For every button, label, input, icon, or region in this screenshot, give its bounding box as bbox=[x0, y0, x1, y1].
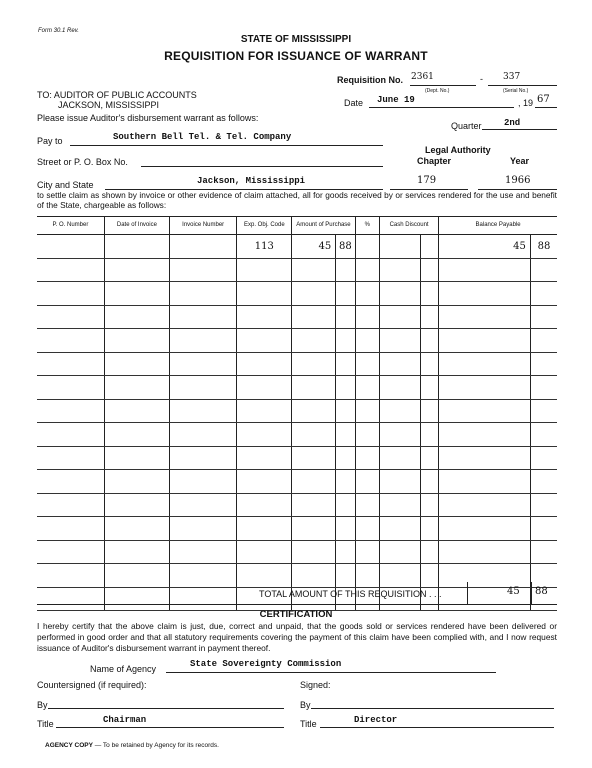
discount-cents-cell[interactable] bbox=[420, 399, 438, 423]
discount-dollars-cell[interactable] bbox=[380, 540, 421, 564]
balance-dollars-cell[interactable] bbox=[439, 470, 531, 494]
dept-no-caption: (Dept. No.) bbox=[425, 88, 450, 94]
agency-copy-note: — To be retained by Agency for its records. bbox=[94, 742, 219, 749]
balance-dollars-cell[interactable] bbox=[439, 517, 531, 541]
balance-dollars-cell[interactable] bbox=[439, 258, 531, 282]
col-header-date: Date of Invoice bbox=[104, 217, 169, 235]
amount-cents-cell[interactable] bbox=[336, 352, 355, 376]
balance-cents-cell[interactable] bbox=[530, 470, 557, 494]
date-cell[interactable] bbox=[104, 446, 169, 470]
percent-cell[interactable] bbox=[355, 446, 379, 470]
balance-cents-cell[interactable] bbox=[530, 540, 557, 564]
certification-heading: CERTIFICATION bbox=[259, 609, 333, 620]
percent-cell[interactable] bbox=[355, 258, 379, 282]
discount-dollars-cell[interactable] bbox=[380, 446, 421, 470]
invoice-cell[interactable] bbox=[170, 493, 237, 517]
amount-cents-cell[interactable] bbox=[336, 305, 355, 329]
code-cell[interactable] bbox=[237, 399, 292, 423]
invoice-cell[interactable] bbox=[170, 399, 237, 423]
agency-copy-label: AGENCY COPY bbox=[45, 742, 93, 749]
amount-dollars-cell[interactable] bbox=[292, 517, 336, 541]
discount-dollars-cell[interactable] bbox=[380, 399, 421, 423]
year-value[interactable]: 67 bbox=[537, 94, 550, 105]
form-number: Form 30.1 Rev. bbox=[38, 28, 79, 34]
invoice-cell[interactable] bbox=[170, 352, 237, 376]
discount-cents-cell[interactable] bbox=[420, 329, 438, 353]
po-cell[interactable] bbox=[37, 258, 104, 282]
amount-cents-cell[interactable] bbox=[336, 399, 355, 423]
date-cell[interactable] bbox=[104, 399, 169, 423]
table-row bbox=[37, 423, 557, 447]
col-header-balance: Balance Payable bbox=[439, 217, 557, 235]
discount-cents-cell[interactable] bbox=[420, 470, 438, 494]
balance-cents-cell[interactable] bbox=[530, 352, 557, 376]
table-row bbox=[37, 517, 557, 541]
amount-cents-cell[interactable] bbox=[336, 470, 355, 494]
percent-cell[interactable] bbox=[355, 493, 379, 517]
discount-cents-cell[interactable] bbox=[420, 235, 438, 259]
amount-cents-cell[interactable] bbox=[336, 517, 355, 541]
code-cell[interactable] bbox=[237, 446, 292, 470]
discount-dollars-cell[interactable] bbox=[380, 493, 421, 517]
balance-dollars-cell[interactable] bbox=[439, 376, 531, 400]
city-state-label: City and State bbox=[37, 180, 94, 190]
agency-copy-footer bbox=[45, 742, 219, 749]
discount-cents-cell[interactable] bbox=[420, 493, 438, 517]
balance-dollars-cell[interactable] bbox=[439, 540, 531, 564]
balance-dollars-cell[interactable] bbox=[439, 399, 531, 423]
date-cell[interactable] bbox=[104, 540, 169, 564]
street-label: Street or P. O. Box No. bbox=[37, 157, 128, 167]
date-cell[interactable] bbox=[104, 235, 169, 259]
po-cell[interactable] bbox=[37, 470, 104, 494]
amount-cents-cell[interactable] bbox=[336, 282, 355, 306]
balance-dollars-cell[interactable] bbox=[439, 329, 531, 353]
state-heading: STATE OF MISSISSIPPI bbox=[240, 34, 352, 45]
agency-name-value[interactable]: State Sovereignty Commission bbox=[190, 659, 342, 669]
table-row bbox=[37, 493, 557, 517]
date-cell[interactable] bbox=[104, 305, 169, 329]
amount-cents-cell[interactable] bbox=[336, 540, 355, 564]
percent-cell[interactable] bbox=[355, 517, 379, 541]
settle-claim-text: to settle claim as shown by invoice or other evidence of claim attached, all for goods received by or services rendered for the use and benefit of the State, chargeable as follows: bbox=[37, 190, 557, 210]
form-title: REQUISITION FOR ISSUANCE OF WARRANT bbox=[164, 49, 428, 63]
table-row bbox=[37, 329, 557, 353]
balance-cents-cell[interactable] bbox=[530, 258, 557, 282]
balance-cents-cell[interactable] bbox=[530, 305, 557, 329]
po-cell[interactable] bbox=[37, 282, 104, 306]
serial-no-caption: (Serial No.) bbox=[503, 88, 529, 94]
balance-dollars-cell[interactable] bbox=[439, 446, 531, 470]
percent-cell[interactable] bbox=[355, 305, 379, 329]
city-state-value[interactable]: Jackson, Mississippi bbox=[197, 176, 306, 186]
year-label: Year bbox=[510, 156, 530, 166]
year-prefix: 19 bbox=[523, 98, 534, 108]
code-cell[interactable] bbox=[237, 470, 292, 494]
discount-dollars-cell[interactable] bbox=[380, 258, 421, 282]
col-header-percent: % bbox=[355, 217, 379, 235]
code-cell[interactable] bbox=[237, 258, 292, 282]
discount-dollars-cell[interactable] bbox=[380, 235, 421, 259]
chapter-value[interactable]: 179 bbox=[417, 175, 437, 186]
table-row bbox=[37, 305, 557, 329]
balance-dollars-cell[interactable]: 45 bbox=[439, 235, 531, 259]
code-cell[interactable] bbox=[237, 493, 292, 517]
discount-dollars-cell[interactable] bbox=[380, 305, 421, 329]
discount-cents-cell[interactable] bbox=[420, 258, 438, 282]
po-cell[interactable] bbox=[37, 493, 104, 517]
discount-dollars-cell[interactable] bbox=[380, 423, 421, 447]
discount-cents-cell[interactable] bbox=[420, 305, 438, 329]
balance-dollars-cell[interactable] bbox=[439, 493, 531, 517]
balance-dollars-cell[interactable] bbox=[439, 352, 531, 376]
col-header-amount: Amount of Purchase bbox=[292, 217, 355, 235]
amount-dollars-cell[interactable] bbox=[292, 423, 336, 447]
percent-cell[interactable] bbox=[355, 399, 379, 423]
date-cell[interactable] bbox=[104, 329, 169, 353]
amount-cents-cell[interactable] bbox=[336, 423, 355, 447]
discount-dollars-cell[interactable] bbox=[380, 470, 421, 494]
invoice-cell[interactable] bbox=[170, 329, 237, 353]
amount-dollars-cell[interactable] bbox=[292, 399, 336, 423]
col-header-po: P. O. Number bbox=[37, 217, 104, 235]
po-cell[interactable] bbox=[37, 235, 104, 259]
discount-cents-cell[interactable] bbox=[420, 352, 438, 376]
table-row bbox=[37, 376, 557, 400]
date-cell[interactable] bbox=[104, 376, 169, 400]
instruction-text: Please issue Auditor's disbursement warrant as follows: bbox=[37, 113, 259, 123]
code-cell[interactable] bbox=[237, 540, 292, 564]
title-left-value[interactable]: Chairman bbox=[103, 715, 147, 725]
balance-cents-cell[interactable] bbox=[530, 329, 557, 353]
balance-cents-cell[interactable] bbox=[530, 376, 557, 400]
po-cell[interactable] bbox=[37, 399, 104, 423]
discount-cents-cell[interactable] bbox=[420, 446, 438, 470]
certification-text: I hereby certify that the above claim is just, due, correct and unpaid, that the goods sold or services rendered have been delivered or performed in good order and that all statutory requirements covering the payment of this claim have been complied with, and I now request issuance of Auditor's disbursement warrant in payment thereof. bbox=[37, 621, 557, 653]
title-left-label: Title bbox=[37, 719, 54, 729]
code-cell[interactable] bbox=[237, 517, 292, 541]
invoice-cell[interactable] bbox=[170, 305, 237, 329]
agency-name-label: Name of Agency bbox=[90, 664, 157, 674]
invoice-cell[interactable] bbox=[170, 258, 237, 282]
pay-to-value[interactable]: Southern Bell Tel. & Tel. Company bbox=[113, 132, 292, 142]
amount-dollars-cell[interactable] bbox=[292, 258, 336, 282]
date-cell[interactable] bbox=[104, 493, 169, 517]
discount-dollars-cell[interactable] bbox=[380, 282, 421, 306]
table-row bbox=[37, 282, 557, 306]
discount-dollars-cell[interactable] bbox=[380, 352, 421, 376]
countersigned-label: Countersigned (if required): bbox=[37, 680, 147, 690]
amount-cents-cell[interactable] bbox=[336, 446, 355, 470]
date-cell[interactable] bbox=[104, 282, 169, 306]
balance-dollars-cell[interactable] bbox=[439, 423, 531, 447]
percent-cell[interactable] bbox=[355, 235, 379, 259]
requisition-label: Requisition No. bbox=[337, 75, 403, 85]
table-row bbox=[37, 258, 557, 282]
by-right-label: By bbox=[300, 700, 311, 710]
quarter-value[interactable]: 2nd bbox=[504, 118, 521, 128]
code-cell[interactable] bbox=[237, 305, 292, 329]
col-header-code: Exp. Obj. Code bbox=[237, 217, 292, 235]
table-row bbox=[37, 446, 557, 470]
balance-dollars-cell[interactable] bbox=[439, 282, 531, 306]
requisition-serial-no[interactable]: 337 bbox=[503, 72, 521, 82]
date-label: Date bbox=[344, 98, 364, 108]
table-row bbox=[37, 352, 557, 376]
amount-cents-cell[interactable] bbox=[336, 329, 355, 353]
po-cell[interactable] bbox=[37, 305, 104, 329]
code-cell[interactable] bbox=[237, 329, 292, 353]
amount-cents-cell[interactable] bbox=[336, 493, 355, 517]
discount-cents-cell[interactable] bbox=[420, 517, 438, 541]
invoice-cell[interactable] bbox=[170, 446, 237, 470]
discount-cents-cell[interactable] bbox=[420, 540, 438, 564]
by-left-label: By bbox=[37, 700, 48, 710]
amount-dollars-cell[interactable] bbox=[292, 446, 336, 470]
code-cell[interactable] bbox=[237, 376, 292, 400]
discount-cents-cell[interactable] bbox=[420, 282, 438, 306]
amount-cents-cell[interactable] bbox=[336, 258, 355, 282]
authority-year-value[interactable]: 1966 bbox=[505, 175, 531, 186]
amount-dollars-cell[interactable] bbox=[292, 376, 336, 400]
amount-dollars-cell[interactable] bbox=[292, 540, 336, 564]
code-cell[interactable] bbox=[237, 423, 292, 447]
balance-cents-cell[interactable] bbox=[530, 399, 557, 423]
date-cell[interactable] bbox=[104, 423, 169, 447]
discount-dollars-cell[interactable] bbox=[380, 517, 421, 541]
total-row bbox=[37, 582, 557, 605]
invoice-cell[interactable] bbox=[170, 517, 237, 541]
invoice-cell[interactable] bbox=[170, 423, 237, 447]
percent-cell[interactable] bbox=[355, 376, 379, 400]
charges-table bbox=[37, 216, 557, 611]
requisition-dept-no[interactable]: 2361 bbox=[411, 72, 434, 82]
amount-dollars-cell[interactable] bbox=[292, 352, 336, 376]
to-auditor: TO: AUDITOR OF PUBLIC ACCOUNTS bbox=[37, 90, 197, 100]
discount-cents-cell[interactable] bbox=[420, 376, 438, 400]
percent-cell[interactable] bbox=[355, 282, 379, 306]
balance-cents-cell[interactable] bbox=[530, 493, 557, 517]
date-value[interactable]: June 19 bbox=[377, 95, 415, 105]
title-right-value[interactable]: Director bbox=[354, 715, 398, 725]
table-header-row bbox=[37, 217, 557, 235]
amount-cents-cell[interactable]: 88 bbox=[336, 235, 355, 259]
discount-dollars-cell[interactable] bbox=[380, 329, 421, 353]
po-cell[interactable] bbox=[37, 446, 104, 470]
invoice-cell[interactable] bbox=[170, 376, 237, 400]
total-dollars: 45 bbox=[507, 586, 520, 597]
po-cell[interactable] bbox=[37, 423, 104, 447]
balance-cents-cell[interactable] bbox=[530, 446, 557, 470]
po-cell[interactable] bbox=[37, 352, 104, 376]
po-cell[interactable] bbox=[37, 376, 104, 400]
invoice-cell[interactable] bbox=[170, 540, 237, 564]
date-cell[interactable] bbox=[104, 517, 169, 541]
balance-cents-cell[interactable] bbox=[530, 282, 557, 306]
percent-cell[interactable] bbox=[355, 423, 379, 447]
percent-cell[interactable] bbox=[355, 352, 379, 376]
pay-to-label: Pay to bbox=[37, 136, 63, 146]
balance-cents-cell[interactable]: 88 bbox=[530, 235, 557, 259]
invoice-cell[interactable] bbox=[170, 470, 237, 494]
discount-dollars-cell[interactable] bbox=[380, 376, 421, 400]
total-label: TOTAL AMOUNT OF THIS REQUISITION . . . bbox=[259, 589, 442, 599]
po-cell[interactable] bbox=[37, 540, 104, 564]
balance-cents-cell[interactable] bbox=[530, 423, 557, 447]
amount-dollars-cell[interactable] bbox=[292, 282, 336, 306]
table-row bbox=[37, 470, 557, 494]
amount-dollars-cell[interactable] bbox=[292, 493, 336, 517]
po-cell[interactable] bbox=[37, 517, 104, 541]
col-header-invoice: Invoice Number bbox=[170, 217, 237, 235]
amount-dollars-cell[interactable] bbox=[292, 305, 336, 329]
signed-label: Signed: bbox=[300, 680, 331, 690]
balance-cents-cell[interactable] bbox=[530, 517, 557, 541]
chapter-label: Chapter bbox=[417, 156, 452, 166]
total-cents: 88 bbox=[535, 586, 548, 597]
percent-cell[interactable] bbox=[355, 470, 379, 494]
to-city: JACKSON, MISSISSIPPI bbox=[58, 100, 160, 110]
percent-cell[interactable] bbox=[355, 540, 379, 564]
amount-dollars-cell[interactable] bbox=[292, 470, 336, 494]
invoice-cell[interactable] bbox=[170, 235, 237, 259]
discount-cents-cell[interactable] bbox=[420, 423, 438, 447]
code-cell[interactable] bbox=[237, 352, 292, 376]
title-right-label: Title bbox=[300, 719, 317, 729]
amount-cents-cell[interactable] bbox=[336, 376, 355, 400]
code-cell[interactable] bbox=[237, 282, 292, 306]
amount-dollars-cell[interactable] bbox=[292, 329, 336, 353]
balance-dollars-cell[interactable] bbox=[439, 305, 531, 329]
amount-dollars-cell[interactable]: 45 bbox=[292, 235, 336, 259]
quarter-label: Quarter bbox=[451, 121, 482, 131]
table-row bbox=[37, 399, 557, 423]
table-row bbox=[37, 235, 557, 259]
po-cell[interactable] bbox=[37, 329, 104, 353]
date-cell[interactable] bbox=[104, 258, 169, 282]
legal-authority-label: Legal Authority bbox=[425, 145, 491, 155]
col-header-discount: Cash Discount bbox=[380, 217, 439, 235]
code-cell[interactable]: 113 bbox=[237, 235, 292, 259]
date-cell[interactable] bbox=[104, 470, 169, 494]
invoice-cell[interactable] bbox=[170, 282, 237, 306]
percent-cell[interactable] bbox=[355, 329, 379, 353]
table-row bbox=[37, 540, 557, 564]
date-cell[interactable] bbox=[104, 352, 169, 376]
